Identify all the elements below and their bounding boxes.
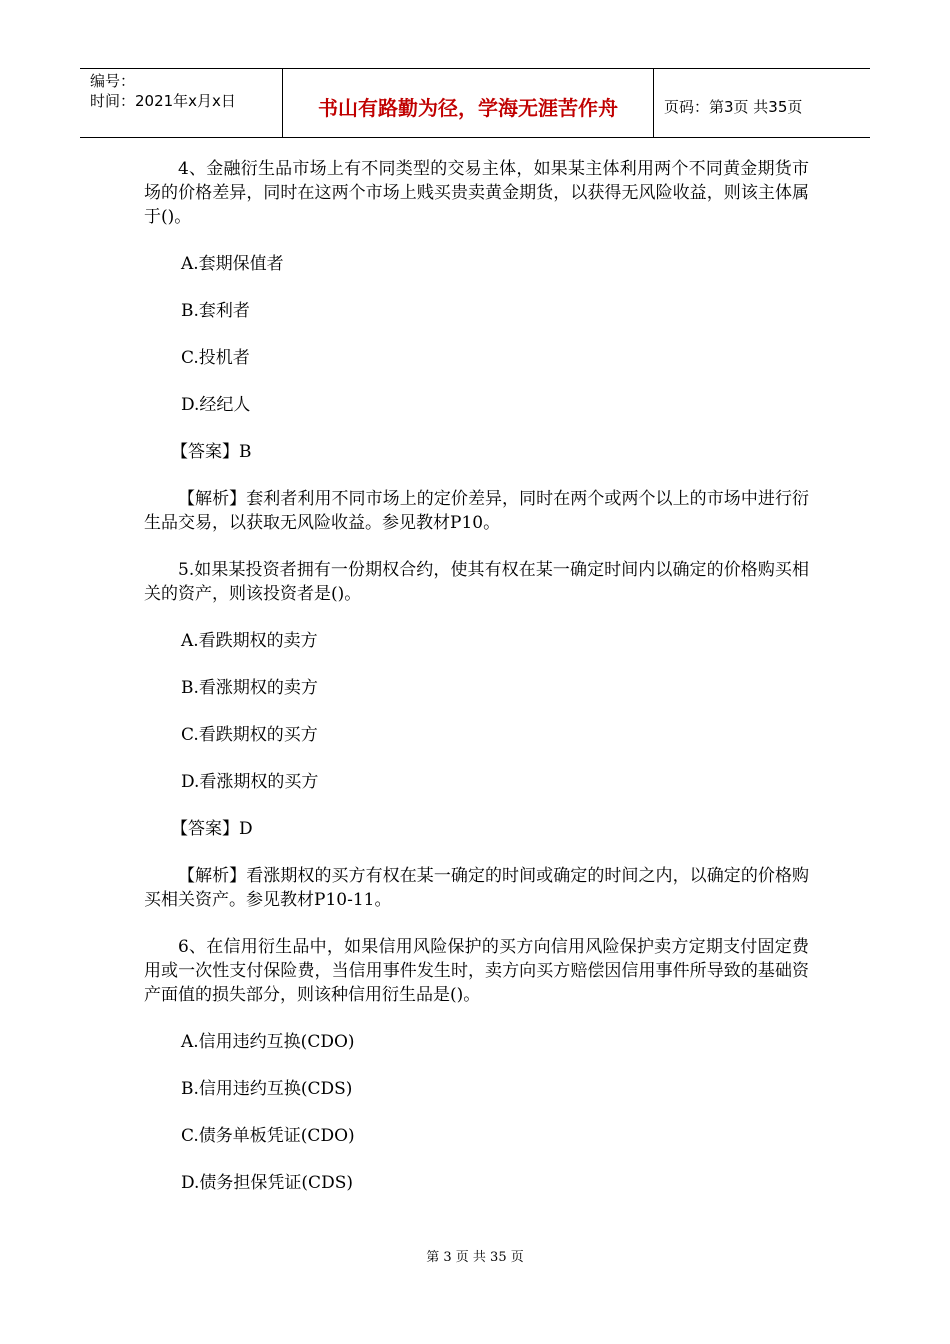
question-6-option-b: B.信用违约互换(CDS) [181, 1079, 353, 1099]
question-4-option-d: D.经纪人 [181, 395, 251, 415]
question-4-stem: 4、金融衍生品市场上有不同类型的交易主体，如果某主体利用两个不同黄金期货市场的价格差异，同时在这两个市场上贱买贵卖黄金期货，以获得无风险收益，则该主体属于()。 [144, 159, 809, 227]
question-4-option-b: B.套利者 [181, 301, 250, 321]
question-6-option-d: D.债务担保凭证(CDS) [181, 1173, 353, 1193]
question-4-answer: 【答案】B [171, 442, 252, 462]
question-5-answer: 【答案】D [171, 819, 253, 839]
time-label: 时间：2021年x月x日 [90, 92, 236, 110]
question-4-analysis: 【解析】套利者利用不同市场上的定价差异，同时在两个或两个以上的市场中进行衍生品交易，以获取无风险收益。参见教材P10。 [144, 489, 809, 533]
question-5-option-c: C.看跌期权的买方 [181, 725, 318, 745]
header-page-info [654, 69, 870, 137]
question-5-option-b: B.看涨期权的卖方 [181, 678, 318, 698]
question-6-option-c: C.债务单板凭证(CDO) [181, 1126, 355, 1146]
header-meta [80, 69, 282, 137]
page-header [80, 68, 870, 138]
question-5-stem: 5.如果某投资者拥有一份期权合约，使其有权在某一确定时间内以确定的价格购买相关的资产，则该投资者是()。 [144, 560, 809, 604]
footer-page-number: 第 3 页 共 35 页 [426, 1250, 524, 1265]
header-motto [282, 69, 654, 137]
question-5-option-a: A.看跌期权的卖方 [181, 631, 318, 651]
question-6-option-a: A.信用违约互换(CDO) [181, 1032, 355, 1052]
question-4-option-a: A.套期保值者 [181, 254, 284, 274]
document-body [144, 157, 809, 1218]
question-5-analysis: 【解析】看涨期权的买方有权在某一确定的时间或确定的时间之内，以确定的价格购买相关资产。参见教材P10-11。 [144, 866, 809, 910]
page-info-text: 页码：第3页 共35页 [664, 97, 803, 116]
number-label: 编号： [90, 72, 136, 90]
page-footer [0, 1246, 950, 1265]
question-5-option-d: D.看涨期权的买方 [181, 772, 319, 792]
motto-text: 书山有路勤为径，学海无涯苦作舟 [318, 95, 618, 120]
question-6-stem: 6、在信用衍生品中，如果信用风险保护的买方向信用风险保护卖方定期支付固定费用或一次性支付保险费，当信用事件发生时，卖方向买方赔偿因信用事件所导致的基础资产面值的损失部分，则该种信用衍生品是()。 [144, 937, 809, 1005]
question-4-option-c: C.投机者 [181, 348, 250, 368]
